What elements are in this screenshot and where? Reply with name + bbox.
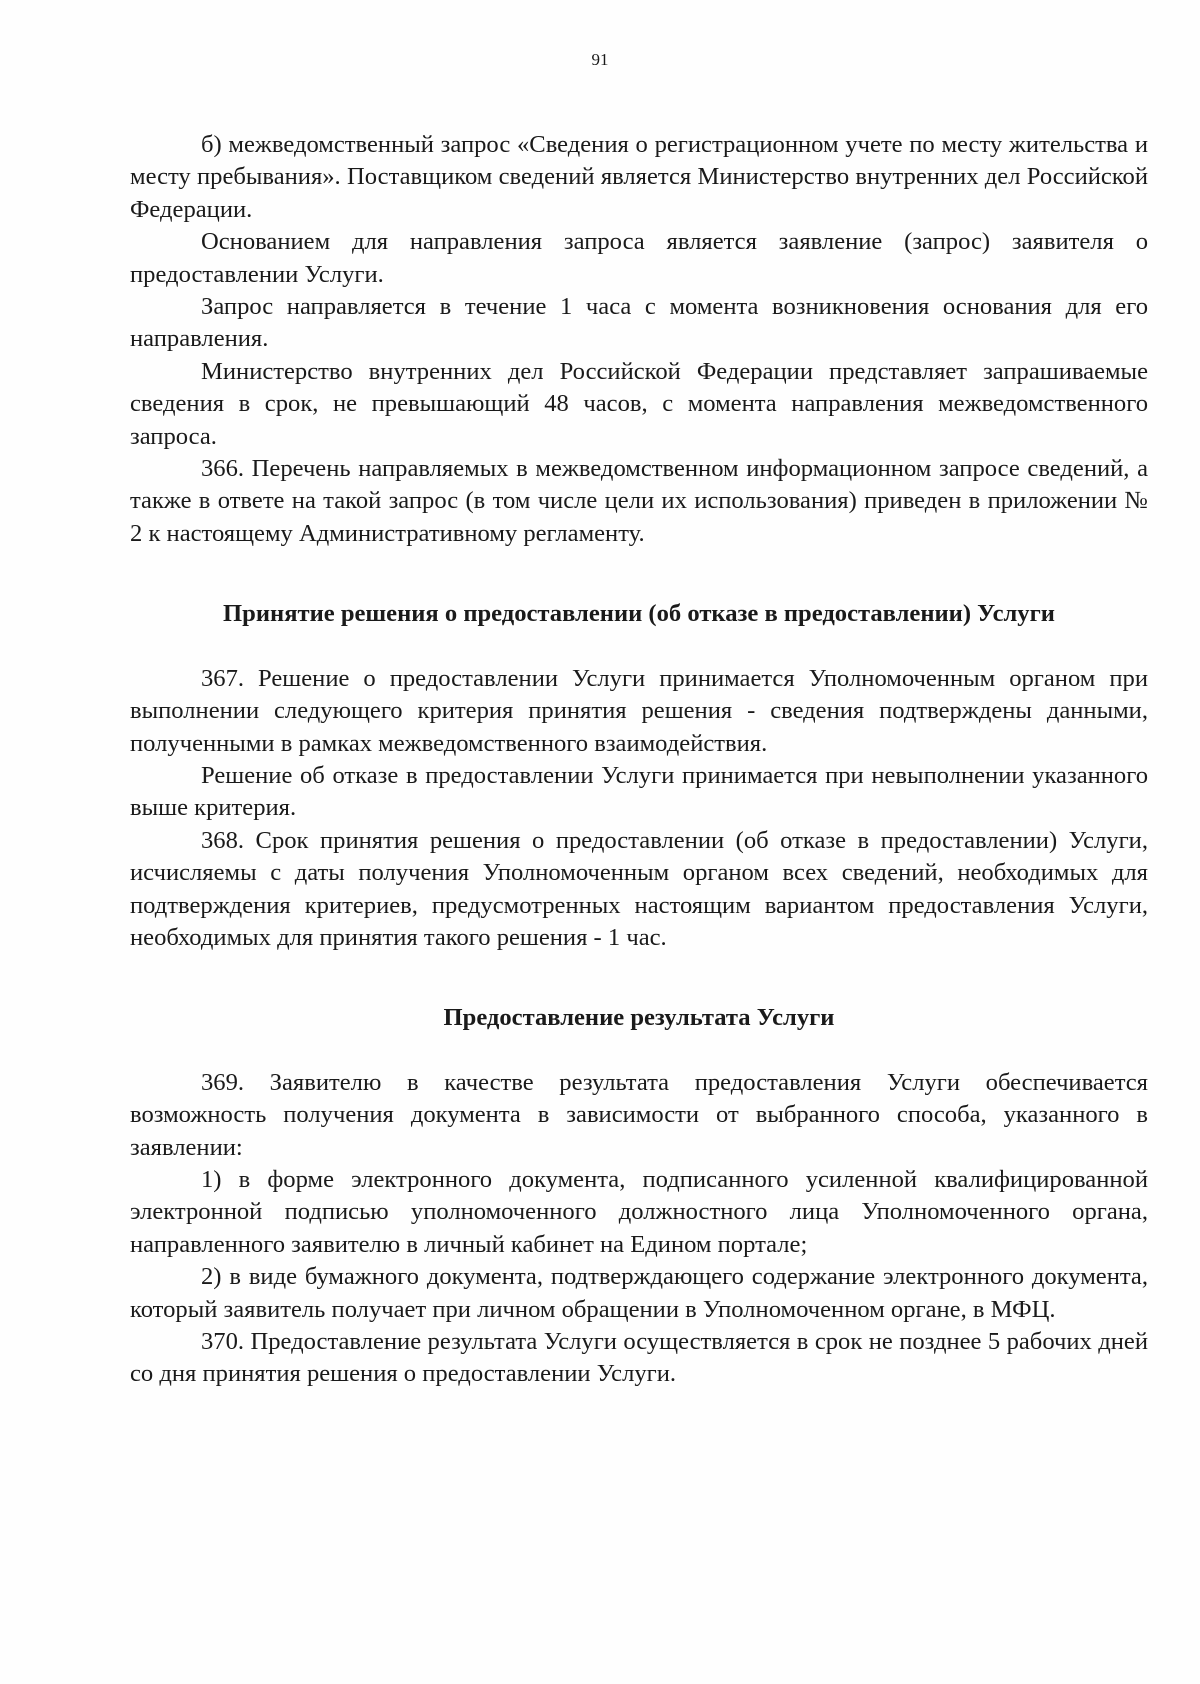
paragraph-request-basis: Основанием для направления запроса является заявление (запрос) заявителя о предоставлении Услуги. (130, 228, 1148, 288)
paragraph-refusal: Решение об отказе в предоставлении Услуги принимается при невыполнении указанного выше критерия. (130, 761, 1148, 822)
paragraph-electronic-document: 1) в форме электронного документа, подписанного усиленной квалифицированной электронной подписью уполномоченного должностного лица Уполномоченного органа, направленного заявителю в личный кабинет на Едином портале; (130, 1165, 1148, 1258)
section-heading-result: Предоставление результата Услуги (443, 1004, 835, 1032)
paragraph-request-timing: Запрос направляется в течение 1 часа с момента возникновения основания для его направления. (130, 293, 1148, 353)
paragraph-366: 366. Перечень направляемых в межведомственном информационном запросе сведений, а также в ответе на такой запрос (в том числе цели их использования) приведен в приложении № 2 к настоящему Административному регламенту. (130, 455, 1148, 547)
paragraph-370: 370. Предоставление результата Услуги осуществляется в срок не позднее 5 рабочих дней со дня принятия решения о предоставлении Услуги. (130, 1328, 1148, 1388)
paragraph-368: 368. Срок принятия решения о предоставлении (об отказе в предоставлении) Услуги, исчисляемы с даты получения Уполномоченным органом всех сведений, необходимых для подтверждения критериев, предусмотренных настоящим вариантом предоставления Услуги, необходимых для принятия такого решения - 1 час. (130, 826, 1148, 951)
page-number: 91 (591, 50, 609, 69)
paragraph-369: 369. Заявителю в качестве результата предоставления Услуги обеспечивается возможность получения документа в зависимости от выбранного способа, указанного в заявлении: (130, 1068, 1148, 1161)
paragraph-b-mvd-request: б) межведомственный запрос «Сведения о регистрационном учете по месту жительства и месту пребывания». Поставщиком сведений является Министерство внутренних дел Российской Федерации. (130, 131, 1148, 223)
paragraph-paper-document: 2) в виде бумажного документа, подтверждающего содержание электронного документа, который заявитель получает при личном обращении в Уполномоченном органе, в МФЦ. (130, 1263, 1148, 1323)
paragraph-367: 367. Решение о предоставлении Услуги принимается Уполномоченным органом при выполнении следующего критерия принятия решения - сведения подтверждены данными, полученными в рамках межведомственного взаимодействия. (130, 664, 1148, 757)
paragraph-mvd-response: Министерство внутренних дел Российской Федерации представляет запрашиваемые сведения в срок, не превышающий 48 часов, с момента направления межведомственного запроса. (130, 357, 1148, 450)
document-body (130, 129, 1148, 1391)
section-heading-decision: Принятие решения о предоставлении (об отказе в предоставлении) Услуги (223, 600, 1055, 628)
